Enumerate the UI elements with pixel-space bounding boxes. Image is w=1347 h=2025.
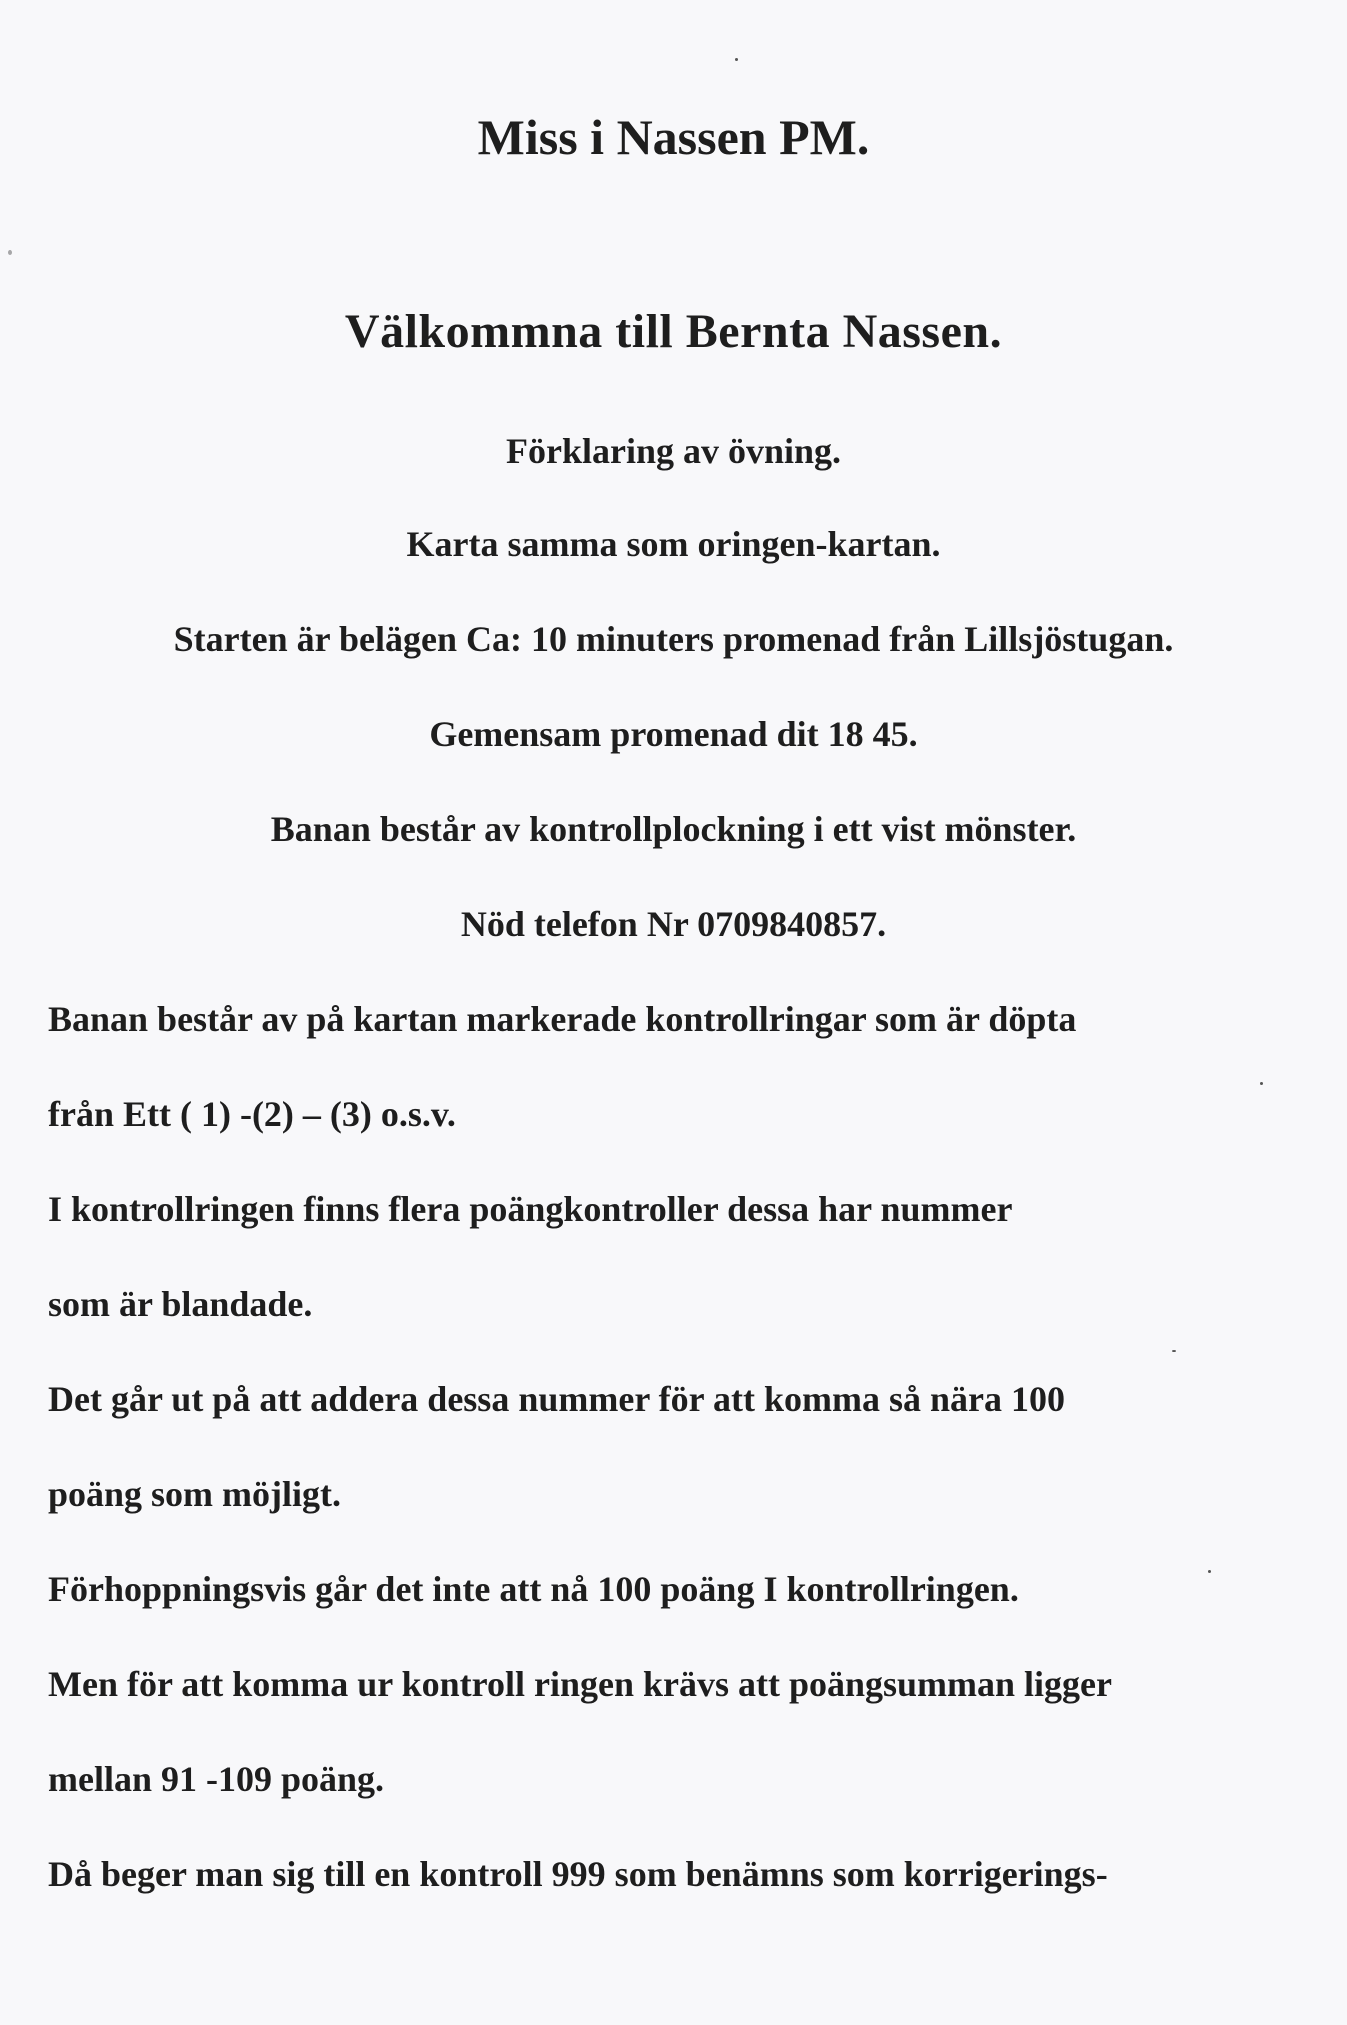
course-description: Banan består av kontrollplockning i ett vist mönster. xyxy=(270,809,1077,849)
scan-speck xyxy=(1260,1082,1263,1085)
scan-speck xyxy=(735,58,738,61)
document-heading: Välkommna till Bernta Nassen. xyxy=(344,305,1003,358)
body-line: från Ett ( 1) -(2) – (3) o.s.v. xyxy=(48,1094,456,1134)
body-line: som är blandade. xyxy=(48,1284,313,1324)
body-line: Banan består av på kartan markerade kontrollringar som är döpta xyxy=(48,999,1077,1039)
map-info: Karta samma som oringen-kartan. xyxy=(406,524,941,564)
walk-time: Gemensam promenad dit 18 45. xyxy=(429,714,918,754)
body-line: Det går ut på att addera dessa nummer för att komma så nära 100 xyxy=(48,1379,1065,1419)
document-title: Miss i Nassen PM. xyxy=(477,109,870,165)
explanation-heading: Förklaring av övning. xyxy=(505,431,842,471)
body-line: I kontrollringen finns flera poängkontroller dessa har nummer xyxy=(48,1189,1013,1229)
scan-speck xyxy=(1172,1350,1176,1352)
body-line: Då beger man sig till en kontroll 999 som benämns som korrigerings- xyxy=(48,1854,1108,1894)
body-line: Förhoppningsvis går det inte att nå 100 poäng I kontrollringen. xyxy=(48,1569,1019,1609)
body-line: poäng som möjligt. xyxy=(48,1474,342,1514)
scan-speck xyxy=(8,250,12,255)
start-location: Starten är belägen Ca: 10 minuters promenad från Lillsjöstugan. xyxy=(173,619,1174,659)
body-line: mellan 91 -109 poäng. xyxy=(48,1759,385,1799)
body-line: Men för att komma ur kontroll ringen krävs att poängsumman ligger xyxy=(48,1664,1113,1704)
emergency-phone: Nöd telefon Nr 0709840857. xyxy=(460,904,887,944)
scan-speck xyxy=(1208,1570,1211,1573)
